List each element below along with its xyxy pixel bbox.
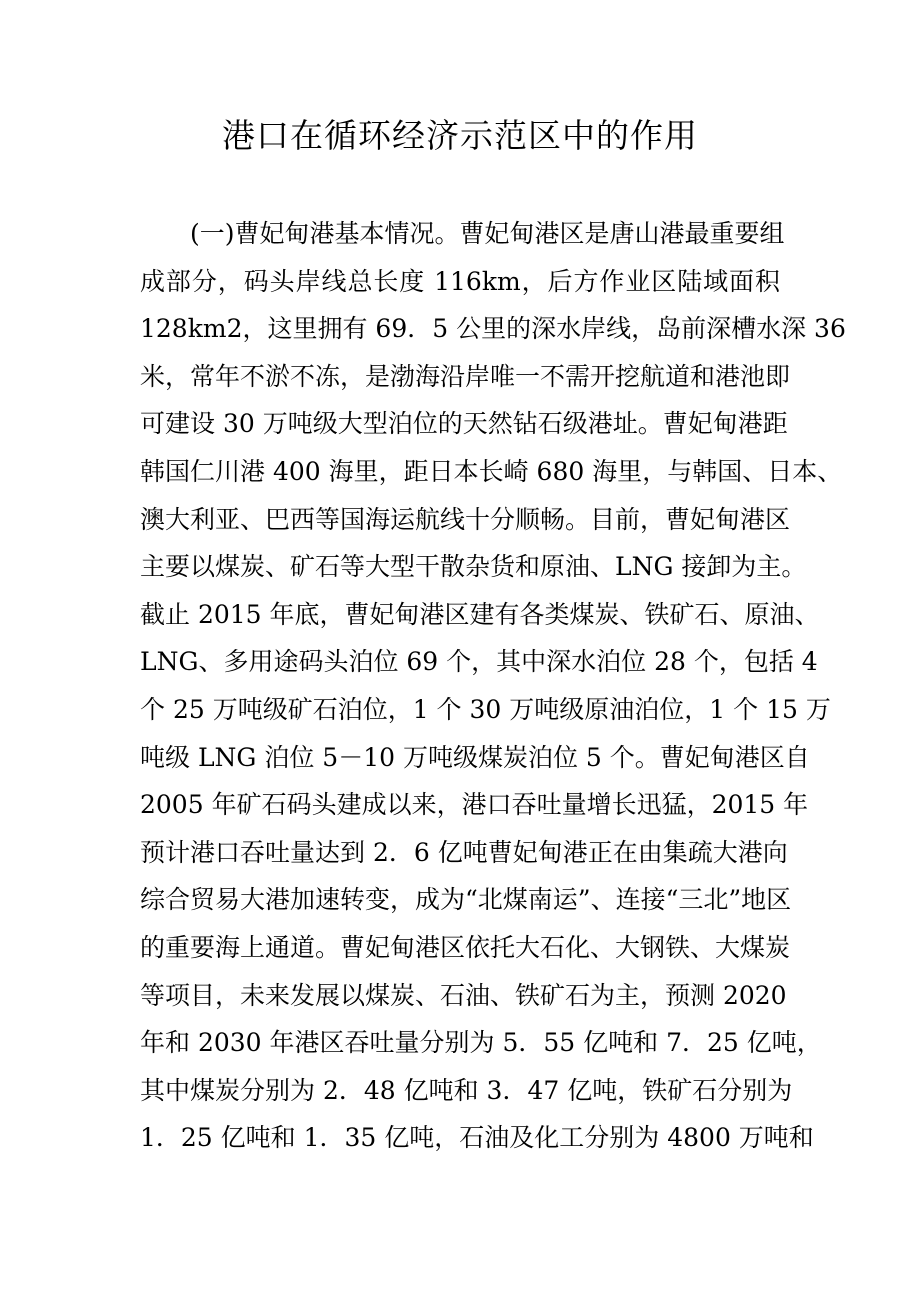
text-line: (一)曹妃甸港基本情况。曹妃甸港区是唐山港最重要组: [190, 219, 785, 248]
document-title: 港口在循环经济示范区中的作用: [222, 116, 698, 155]
text-line: 成部分，码头岸线总长度 116km，后方作业区陆域面积: [140, 266, 780, 296]
text-line: 米，常年不淤不冻，是渤海沿岸唯一不需开挖航道和港池即: [140, 361, 791, 391]
text-line: 的重要海上通道。曹妃甸港区依托大石化、大钢铁、大煤炭: [140, 932, 791, 962]
text-line: 预计港口吞吐量达到 2．6 亿吨曹妃甸港正在由集疏大港向: [140, 837, 788, 867]
text-line: 2005 年矿石码头建成以来，港口吞吐量增长迅猛，2015 年: [140, 790, 809, 820]
text-line: 其中煤炭分别为 2．48 亿吨和 3．47 亿吨，铁矿石分别为: [140, 1075, 793, 1105]
text-line: 可建设 30 万吨级大型泊位的天然钻石级港址。曹妃甸港距: [140, 409, 788, 439]
body-paragraph: [140, 210, 846, 1162]
text-line: 吨级 LNG 泊位 5－10 万吨级煤炭泊位 5 个。曹妃甸港区自: [140, 742, 810, 772]
text-line: 1．25 亿吨和 1．35 亿吨，石油及化工分别为 4800 万吨和: [140, 1123, 814, 1153]
text-line: 截止 2015 年底，曹妃甸港区建有各类煤炭、铁矿石、原油、: [140, 599, 820, 629]
text-line: 韩国仁川港 400 海里，距日本长崎 680 海里，与韩国、日本、: [140, 456, 843, 486]
text-line: 澳大利亚、巴西等国海运航线十分顺畅。目前，曹妃甸港区: [140, 504, 791, 534]
text-line: 综合贸易大港加速转变，成为“北煤南运”、连接“三北”地区: [140, 885, 792, 915]
text-line: 128km2，这里拥有 69．5 公里的深水岸线，岛前深槽水深 36: [140, 314, 846, 344]
text-line: LNG、多用途码头泊位 69 个，其中深水泊位 28 个，包括 4: [140, 647, 818, 677]
text-line: 主要以煤炭、矿石等大型干散杂货和原油、LNG 接卸为主。: [140, 552, 807, 582]
text-line: 等项目，未来发展以煤炭、石油、铁矿石为主，预测 2020: [140, 980, 787, 1010]
text-line: 年和 2030 年港区吞吐量分别为 5．55 亿吨和 7．25 亿吨，: [140, 1028, 822, 1058]
text-line: 个 25 万吨级矿石泊位，1 个 30 万吨级原油泊位，1 个 15 万: [140, 694, 831, 724]
